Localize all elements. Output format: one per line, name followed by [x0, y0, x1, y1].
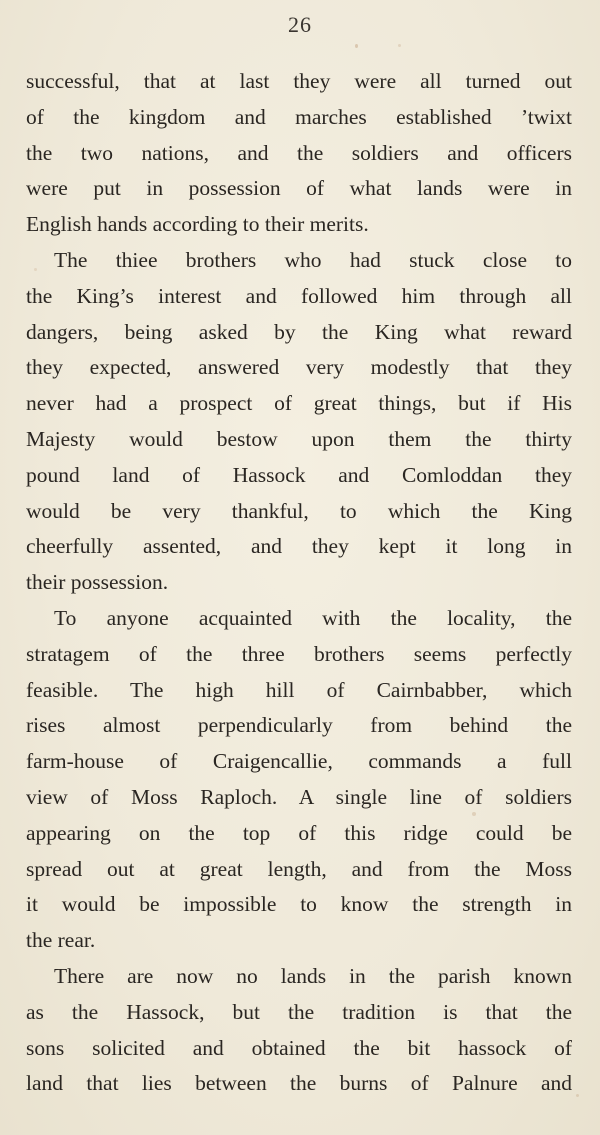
text-line: stratagem of the three brothers seems perfectly	[26, 641, 572, 666]
text-line: land that lies between the burns of Palnure and	[26, 1071, 572, 1096]
text-line: appearing on the top of this ridge could be	[26, 820, 572, 845]
text-line: rises almost perpendicularly from behind the	[26, 713, 572, 738]
text-line: the King’s interest and followed him through all	[26, 283, 572, 308]
text-line: To anyone acquainted with the locality, the	[54, 605, 572, 630]
text-line: were put in possession of what lands were in	[26, 176, 572, 201]
text-line: sons solicited and obtained the bit hassock of	[26, 1035, 572, 1060]
text-line: successful, that at last they were all turned out	[26, 69, 572, 93]
text-line: pound land of Hassock and Comloddan they	[26, 462, 572, 487]
text-line: they expected, answered very modestly that they	[26, 355, 572, 380]
text-line: cheerfully assented, and they kept it long in	[26, 534, 572, 559]
paper-speck	[472, 812, 476, 816]
text-line: their possession.	[26, 570, 169, 595]
text-line: of the kingdom and marches established ’twixt	[26, 104, 572, 129]
paper-speck	[576, 1094, 579, 1097]
text-line: would be very thankful, to which the King	[26, 498, 572, 523]
text-line: English hands according to their merits.	[26, 212, 369, 237]
text-line: the rear.	[26, 928, 96, 953]
text-line: as the Hassock, but the tradition is that the	[26, 999, 572, 1024]
text-line: There are now no lands in the parish known	[54, 963, 572, 988]
text-line: The thiee brothers who had stuck close to	[54, 247, 572, 272]
text-line: view of Moss Raploch. A single line of soldiers	[26, 784, 572, 809]
paper-speck	[355, 44, 358, 48]
body-text	[26, 64, 572, 1102]
paper-speck	[34, 268, 37, 271]
text-line: it would be impossible to know the strength in	[26, 892, 572, 917]
text-line: Majesty would bestow upon them the thirty	[26, 426, 572, 451]
text-line: farm-house of Craigencallie, commands a full	[26, 749, 572, 774]
text-line: feasible. The high hill of Cairnbabber, which	[26, 677, 572, 702]
paper-speck	[398, 44, 401, 47]
page-number: 26	[288, 12, 312, 37]
text-line: dangers, being asked by the King what reward	[26, 319, 572, 344]
text-line: spread out at great length, and from the Moss	[26, 856, 572, 881]
text-line: the two nations, and the soldiers and officers	[26, 140, 572, 165]
text-line: never had a prospect of great things, but if His	[26, 391, 572, 416]
